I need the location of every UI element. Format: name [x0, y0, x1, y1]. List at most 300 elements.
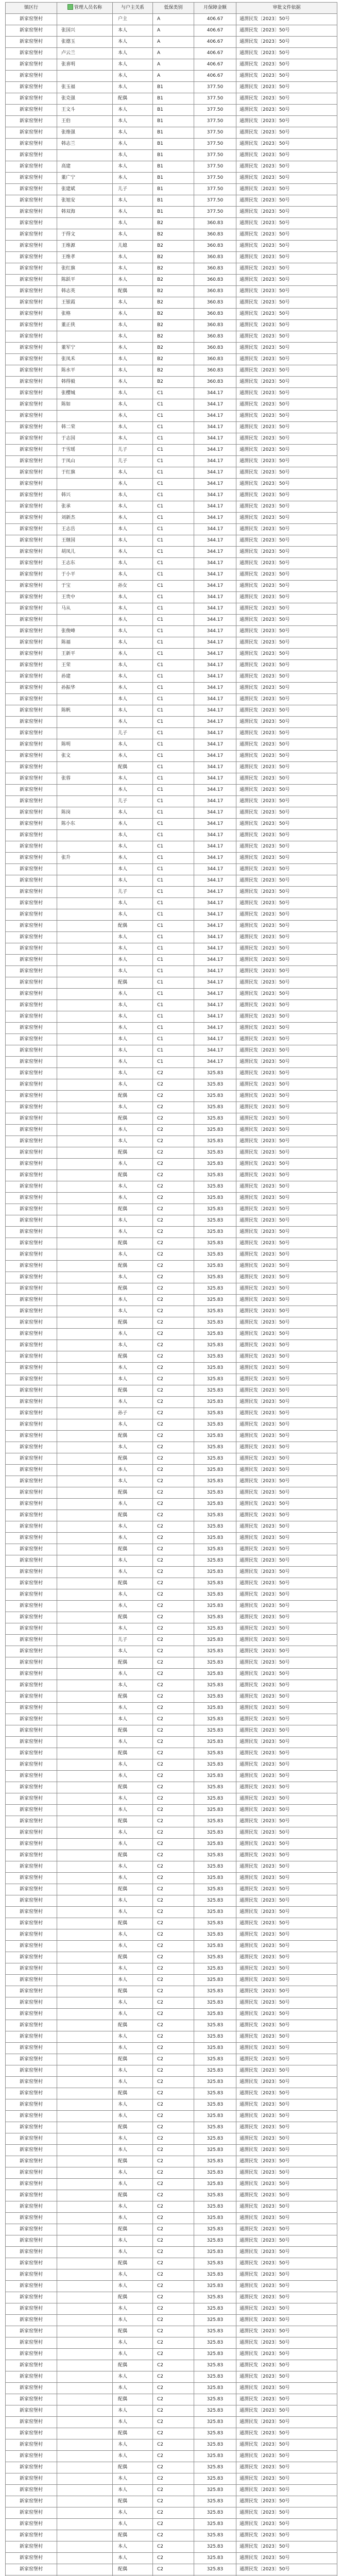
village-cell[interactable]: 新家窑堡村 — [6, 1533, 57, 1544]
table-row[interactable] — [6, 2303, 337, 2315]
table-row[interactable] — [6, 37, 337, 48]
village-cell[interactable]: 新家窑堡村 — [6, 377, 57, 388]
table-row[interactable] — [6, 1091, 337, 1102]
relation-cell[interactable]: 配偶 — [113, 1113, 153, 1125]
document-cell[interactable]: 通渭民发〔2023〕50号 — [236, 1057, 337, 1068]
category-cell[interactable]: A — [153, 71, 194, 82]
category-cell[interactable]: C1 — [153, 807, 194, 819]
category-cell[interactable]: C2 — [153, 1759, 194, 1771]
relation-cell[interactable]: 本人 — [113, 2439, 153, 2451]
relation-cell[interactable]: 本人 — [113, 1567, 153, 1578]
document-cell[interactable]: 通渭民发〔2023〕50号 — [236, 105, 337, 116]
amount-cell[interactable]: 325.83 — [194, 1091, 236, 1102]
name-cell[interactable] — [57, 2451, 113, 2462]
village-cell[interactable]: 新家窑堡村 — [6, 1918, 57, 1929]
name-cell[interactable] — [57, 1363, 113, 1374]
document-cell[interactable]: 通渭民发〔2023〕50号 — [236, 853, 337, 864]
name-cell[interactable] — [57, 1125, 113, 1136]
category-cell[interactable]: C2 — [153, 1544, 194, 1555]
table-row[interactable] — [6, 150, 337, 161]
category-cell[interactable]: C1 — [153, 581, 194, 592]
table-row[interactable] — [6, 1034, 337, 1045]
relation-cell[interactable]: 本人 — [113, 1703, 153, 1714]
table-row[interactable] — [6, 1329, 337, 1340]
name-cell[interactable] — [57, 2394, 113, 2405]
amount-cell[interactable]: 344.17 — [194, 1011, 236, 1023]
relation-cell[interactable]: 本人 — [113, 490, 153, 501]
document-cell[interactable]: 通渭民发〔2023〕50号 — [236, 93, 337, 105]
document-cell[interactable]: 通渭民发〔2023〕50号 — [236, 1363, 337, 1374]
category-cell[interactable]: C1 — [153, 490, 194, 501]
document-cell[interactable]: 通渭民发〔2023〕50号 — [236, 1453, 337, 1465]
category-cell[interactable]: C1 — [153, 1023, 194, 1034]
name-cell[interactable] — [57, 1567, 113, 1578]
relation-cell[interactable]: 本人 — [113, 354, 153, 365]
table-row[interactable] — [6, 116, 337, 127]
amount-cell[interactable]: 344.17 — [194, 864, 236, 875]
table-row[interactable] — [6, 297, 337, 309]
amount-cell[interactable]: 325.83 — [194, 2349, 236, 2360]
name-cell[interactable]: 于宝 — [57, 581, 113, 592]
category-cell[interactable]: C2 — [153, 1147, 194, 1159]
category-cell[interactable]: C2 — [153, 1102, 194, 1113]
amount-cell[interactable]: 325.83 — [194, 2292, 236, 2303]
name-cell[interactable] — [57, 1963, 113, 1975]
relation-cell[interactable]: 配偶 — [113, 1782, 153, 1793]
village-cell[interactable]: 新家窑堡村 — [6, 909, 57, 921]
name-cell[interactable] — [57, 2417, 113, 2428]
village-cell[interactable]: 新家窑堡村 — [6, 2111, 57, 2122]
document-cell[interactable]: 通渭民发〔2023〕50号 — [236, 184, 337, 195]
relation-cell[interactable]: 配偶 — [113, 1091, 153, 1102]
table-row[interactable] — [6, 1827, 337, 1839]
relation-cell[interactable]: 本人 — [113, 1397, 153, 1408]
amount-cell[interactable]: 325.83 — [194, 2054, 236, 2065]
document-cell[interactable]: 通渭民发〔2023〕50号 — [236, 1431, 337, 1442]
table-row[interactable] — [6, 2235, 337, 2247]
document-cell[interactable]: 通渭民发〔2023〕50号 — [236, 1147, 337, 1159]
village-cell[interactable]: 新家窑堡村 — [6, 1861, 57, 1873]
category-cell[interactable]: C2 — [153, 1227, 194, 1238]
amount-cell[interactable]: 325.83 — [194, 2247, 236, 2258]
name-cell[interactable] — [57, 1759, 113, 1771]
document-cell[interactable]: 通渭民发〔2023〕50号 — [236, 2451, 337, 2462]
village-cell[interactable]: 新家窑堡村 — [6, 467, 57, 479]
village-cell[interactable]: 新家窑堡村 — [6, 513, 57, 524]
category-cell[interactable]: C2 — [153, 1612, 194, 1623]
table-row[interactable] — [6, 1907, 337, 1918]
category-cell[interactable]: C2 — [153, 2530, 194, 2541]
amount-cell[interactable]: 325.83 — [194, 2303, 236, 2315]
name-cell[interactable] — [57, 2405, 113, 2417]
village-cell[interactable]: 新家窑堡村 — [6, 1941, 57, 1952]
category-cell[interactable]: B1 — [153, 127, 194, 139]
document-cell[interactable]: 通渭民发〔2023〕50号 — [236, 1646, 337, 1657]
table-row[interactable] — [6, 2156, 337, 2167]
document-cell[interactable]: 通渭民发〔2023〕50号 — [236, 2088, 337, 2099]
name-cell[interactable] — [57, 1374, 113, 1385]
village-cell[interactable]: 新家窑堡村 — [6, 241, 57, 252]
village-cell[interactable]: 新家窑堡村 — [6, 331, 57, 343]
name-cell[interactable] — [57, 71, 113, 82]
village-cell[interactable]: 新家窑堡村 — [6, 887, 57, 898]
document-cell[interactable]: 通渭民发〔2023〕50号 — [236, 501, 337, 513]
name-cell[interactable] — [57, 1816, 113, 1827]
table-row[interactable] — [6, 626, 337, 637]
amount-cell[interactable]: 344.17 — [194, 490, 236, 501]
category-cell[interactable]: C2 — [153, 2360, 194, 2371]
category-cell[interactable]: C1 — [153, 592, 194, 603]
table-row[interactable] — [6, 1306, 337, 1317]
village-cell[interactable]: 新家窑堡村 — [6, 694, 57, 705]
category-cell[interactable]: B2 — [153, 241, 194, 252]
village-cell[interactable]: 新家窑堡村 — [6, 1057, 57, 1068]
category-cell[interactable]: B1 — [153, 105, 194, 116]
relation-cell[interactable]: 配偶 — [113, 1238, 153, 1249]
village-cell[interactable]: 新家窑堡村 — [6, 853, 57, 864]
relation-cell[interactable]: 配偶 — [113, 1952, 153, 1963]
name-cell[interactable] — [57, 1317, 113, 1329]
relation-cell[interactable]: 本人 — [113, 320, 153, 331]
relation-cell[interactable]: 本人 — [113, 1363, 153, 1374]
name-cell[interactable] — [57, 1748, 113, 1759]
table-row[interactable] — [6, 161, 337, 173]
amount-cell[interactable]: 325.83 — [194, 1181, 236, 1193]
name-cell[interactable] — [57, 2247, 113, 2258]
village-cell[interactable]: 新家窑堡村 — [6, 1601, 57, 1612]
table-row[interactable] — [6, 1657, 337, 1669]
table-row[interactable] — [6, 660, 337, 671]
name-cell[interactable] — [57, 1680, 113, 1691]
village-cell[interactable]: 新家窑堡村 — [6, 479, 57, 490]
name-cell[interactable] — [57, 1623, 113, 1635]
document-cell[interactable]: 通渭民发〔2023〕50号 — [236, 1952, 337, 1963]
relation-cell[interactable]: 孙女 — [113, 581, 153, 592]
table-row[interactable] — [6, 2462, 337, 2473]
amount-cell[interactable]: 325.83 — [194, 1782, 236, 1793]
table-row[interactable] — [6, 1986, 337, 1997]
table-row[interactable] — [6, 1997, 337, 2009]
category-cell[interactable]: C2 — [153, 2462, 194, 2473]
name-cell[interactable]: 董军宁 — [57, 343, 113, 354]
village-cell[interactable]: 新家窑堡村 — [6, 456, 57, 467]
category-cell[interactable]: C2 — [153, 1317, 194, 1329]
amount-cell[interactable]: 325.83 — [194, 1669, 236, 1680]
table-row[interactable] — [6, 1725, 337, 1737]
document-cell[interactable]: 通渭民发〔2023〕50号 — [236, 773, 337, 785]
document-cell[interactable]: 通渭民发〔2023〕50号 — [236, 218, 337, 229]
category-cell[interactable]: B2 — [153, 320, 194, 331]
relation-cell[interactable]: 配偶 — [113, 2054, 153, 2065]
relation-cell[interactable]: 本人 — [113, 592, 153, 603]
village-cell[interactable]: 新家窑堡村 — [6, 2530, 57, 2541]
name-cell[interactable]: 韩二荣 — [57, 422, 113, 433]
amount-cell[interactable]: 325.83 — [194, 1839, 236, 1850]
category-cell[interactable]: C2 — [153, 1555, 194, 1567]
category-cell[interactable]: C2 — [153, 2496, 194, 2507]
name-cell[interactable] — [57, 1204, 113, 1215]
document-cell[interactable]: 通渭民发〔2023〕50号 — [236, 37, 337, 48]
category-cell[interactable]: C2 — [153, 1703, 194, 1714]
relation-cell[interactable]: 本人 — [113, 1476, 153, 1487]
relation-cell[interactable]: 本人 — [113, 1669, 153, 1680]
name-cell[interactable] — [57, 2235, 113, 2247]
relation-cell[interactable]: 本人 — [113, 1227, 153, 1238]
name-cell[interactable] — [57, 1091, 113, 1102]
category-cell[interactable]: C2 — [153, 2247, 194, 2258]
name-cell[interactable] — [57, 898, 113, 909]
village-cell[interactable]: 新家窑堡村 — [6, 785, 57, 796]
table-row[interactable] — [6, 1000, 337, 1011]
table-row[interactable] — [6, 1578, 337, 1589]
name-cell[interactable] — [57, 1057, 113, 1068]
amount-cell[interactable]: 325.83 — [194, 2111, 236, 2122]
name-cell[interactable] — [57, 2088, 113, 2099]
name-cell[interactable] — [57, 1907, 113, 1918]
relation-cell[interactable]: 本人 — [113, 807, 153, 819]
table-row[interactable] — [6, 2553, 337, 2564]
village-cell[interactable]: 新家窑堡村 — [6, 2564, 57, 2575]
table-row[interactable] — [6, 252, 337, 263]
document-cell[interactable]: 通渭民发〔2023〕50号 — [236, 1567, 337, 1578]
table-row[interactable] — [6, 2077, 337, 2088]
name-cell[interactable] — [57, 2337, 113, 2349]
category-cell[interactable]: C2 — [153, 1465, 194, 1476]
relation-cell[interactable]: 本人 — [113, 1340, 153, 1351]
relation-cell[interactable]: 儿子 — [113, 445, 153, 456]
village-cell[interactable]: 新家窑堡村 — [6, 150, 57, 161]
relation-cell[interactable]: 本人 — [113, 173, 153, 184]
village-cell[interactable]: 新家窑堡村 — [6, 1465, 57, 1476]
table-row[interactable] — [6, 1204, 337, 1215]
amount-cell[interactable]: 325.83 — [194, 1873, 236, 1884]
name-cell[interactable] — [57, 2519, 113, 2530]
table-row[interactable] — [6, 139, 337, 150]
village-cell[interactable]: 新家窑堡村 — [6, 1669, 57, 1680]
category-cell[interactable]: C2 — [153, 1691, 194, 1703]
category-cell[interactable]: C2 — [153, 1272, 194, 1283]
village-cell[interactable]: 新家窑堡村 — [6, 354, 57, 365]
amount-cell[interactable]: 344.17 — [194, 445, 236, 456]
category-cell[interactable]: B2 — [153, 365, 194, 377]
village-cell[interactable]: 新家窑堡村 — [6, 1567, 57, 1578]
category-cell[interactable]: B2 — [153, 286, 194, 297]
table-row[interactable] — [6, 2541, 337, 2553]
relation-cell[interactable]: 儿媳 — [113, 241, 153, 252]
relation-cell[interactable]: 本人 — [113, 1419, 153, 1431]
document-cell[interactable]: 通渭民发〔2023〕50号 — [236, 558, 337, 569]
relation-cell[interactable]: 本人 — [113, 388, 153, 399]
relation-cell[interactable]: 配偶 — [113, 2394, 153, 2405]
table-row[interactable] — [6, 2201, 337, 2213]
table-row[interactable] — [6, 569, 337, 581]
village-cell[interactable]: 新家窑堡村 — [6, 773, 57, 785]
relation-cell[interactable]: 配偶 — [113, 2292, 153, 2303]
document-cell[interactable]: 通渭民发〔2023〕50号 — [236, 1510, 337, 1521]
document-cell[interactable]: 通渭民发〔2023〕50号 — [236, 479, 337, 490]
category-cell[interactable]: C2 — [153, 1601, 194, 1612]
name-cell[interactable] — [57, 2145, 113, 2156]
table-row[interactable] — [6, 2247, 337, 2258]
table-row[interactable] — [6, 1759, 337, 1771]
amount-cell[interactable]: 325.83 — [194, 2383, 236, 2394]
table-row[interactable] — [6, 921, 337, 932]
document-cell[interactable]: 通渭民发〔2023〕50号 — [236, 229, 337, 241]
table-row[interactable] — [6, 48, 337, 59]
amount-cell[interactable]: 325.83 — [194, 2507, 236, 2519]
category-cell[interactable]: B2 — [153, 275, 194, 286]
relation-cell[interactable]: 本人 — [113, 161, 153, 173]
name-cell[interactable]: 张承 — [57, 501, 113, 513]
relation-cell[interactable]: 配偶 — [113, 1510, 153, 1521]
village-cell[interactable]: 新家窑堡村 — [6, 2349, 57, 2360]
village-cell[interactable]: 新家窑堡村 — [6, 2507, 57, 2519]
relation-cell[interactable]: 本人 — [113, 909, 153, 921]
document-cell[interactable]: 通渭民发〔2023〕50号 — [236, 1861, 337, 1873]
document-cell[interactable]: 通渭民发〔2023〕50号 — [236, 14, 337, 25]
village-cell[interactable]: 新家窑堡村 — [6, 1000, 57, 1011]
village-cell[interactable]: 新家窑堡村 — [6, 2462, 57, 2473]
category-cell[interactable]: C2 — [153, 1215, 194, 1227]
amount-cell[interactable]: 325.83 — [194, 1748, 236, 1759]
relation-cell[interactable]: 儿子 — [113, 184, 153, 195]
amount-cell[interactable]: 325.83 — [194, 1510, 236, 1521]
document-cell[interactable]: 通渭民发〔2023〕50号 — [236, 2224, 337, 2235]
relation-cell[interactable]: 本人 — [113, 694, 153, 705]
name-cell[interactable] — [57, 2201, 113, 2213]
name-cell[interactable] — [57, 2224, 113, 2235]
category-cell[interactable]: C1 — [153, 649, 194, 660]
document-cell[interactable]: 通渭民发〔2023〕50号 — [236, 207, 337, 218]
table-row[interactable] — [6, 1521, 337, 1533]
amount-cell[interactable]: 344.17 — [194, 501, 236, 513]
category-cell[interactable]: C1 — [153, 751, 194, 762]
category-cell[interactable]: B1 — [153, 207, 194, 218]
name-cell[interactable] — [57, 2179, 113, 2190]
village-cell[interactable]: 新家窑堡村 — [6, 93, 57, 105]
table-row[interactable] — [6, 1839, 337, 1850]
category-cell[interactable]: C2 — [153, 1091, 194, 1102]
category-cell[interactable]: C2 — [153, 1737, 194, 1748]
category-cell[interactable]: A — [153, 37, 194, 48]
document-cell[interactable]: 通渭民发〔2023〕50号 — [236, 320, 337, 331]
name-cell[interactable]: 刘新杰 — [57, 513, 113, 524]
amount-cell[interactable]: 325.83 — [194, 1952, 236, 1963]
amount-cell[interactable]: 325.83 — [194, 2201, 236, 2213]
name-cell[interactable] — [57, 2349, 113, 2360]
document-cell[interactable]: 通渭民发〔2023〕50号 — [236, 898, 337, 909]
village-cell[interactable]: 新家窑堡村 — [6, 558, 57, 569]
table-row[interactable] — [6, 263, 337, 275]
amount-cell[interactable]: 325.83 — [194, 2179, 236, 2190]
document-cell[interactable]: 通渭民发〔2023〕50号 — [236, 1408, 337, 1419]
amount-cell[interactable]: 325.83 — [194, 1374, 236, 1385]
amount-cell[interactable]: 325.83 — [194, 1136, 236, 1147]
amount-cell[interactable]: 344.17 — [194, 819, 236, 830]
table-row[interactable] — [6, 615, 337, 626]
relation-cell[interactable]: 本人 — [113, 127, 153, 139]
category-cell[interactable]: C2 — [153, 1918, 194, 1929]
name-cell[interactable] — [57, 1329, 113, 1340]
name-cell[interactable]: 张蓉 — [57, 773, 113, 785]
amount-cell[interactable]: 344.17 — [194, 796, 236, 807]
document-cell[interactable]: 通渭民发〔2023〕50号 — [236, 1351, 337, 1363]
relation-cell[interactable]: 本人 — [113, 1601, 153, 1612]
amount-cell[interactable]: 325.83 — [194, 1068, 236, 1079]
amount-cell[interactable]: 325.83 — [194, 1737, 236, 1748]
document-cell[interactable]: 通渭民发〔2023〕50号 — [236, 456, 337, 467]
document-cell[interactable]: 通渭民发〔2023〕50号 — [236, 2473, 337, 2485]
amount-cell[interactable]: 344.17 — [194, 1000, 236, 1011]
category-cell[interactable]: C2 — [153, 1159, 194, 1170]
category-cell[interactable]: C2 — [153, 2485, 194, 2496]
relation-cell[interactable]: 本人 — [113, 479, 153, 490]
village-cell[interactable]: 新家窑堡村 — [6, 819, 57, 830]
village-cell[interactable]: 新家窑堡村 — [6, 139, 57, 150]
relation-cell[interactable]: 配偶 — [113, 1578, 153, 1589]
amount-cell[interactable]: 344.17 — [194, 399, 236, 411]
document-cell[interactable]: 通渭民发〔2023〕50号 — [236, 71, 337, 82]
table-row[interactable] — [6, 479, 337, 490]
table-row[interactable] — [6, 728, 337, 739]
name-cell[interactable] — [57, 2065, 113, 2077]
table-row[interactable] — [6, 1011, 337, 1023]
relation-cell[interactable]: 本人 — [113, 331, 153, 343]
amount-cell[interactable]: 360.83 — [194, 275, 236, 286]
relation-cell[interactable]: 本人 — [113, 105, 153, 116]
amount-cell[interactable]: 344.17 — [194, 955, 236, 966]
village-cell[interactable]: 新家窑堡村 — [6, 807, 57, 819]
category-cell[interactable]: B2 — [153, 297, 194, 309]
relation-cell[interactable]: 配偶 — [113, 1850, 153, 1861]
category-cell[interactable]: A — [153, 59, 194, 71]
village-cell[interactable]: 新家窑堡村 — [6, 1816, 57, 1827]
table-row[interactable] — [6, 1669, 337, 1680]
category-cell[interactable]: C2 — [153, 1861, 194, 1873]
village-cell[interactable]: 新家窑堡村 — [6, 1238, 57, 1249]
category-cell[interactable]: C2 — [153, 1204, 194, 1215]
name-cell[interactable] — [57, 796, 113, 807]
relation-cell[interactable]: 本人 — [113, 1737, 153, 1748]
table-row[interactable] — [6, 762, 337, 773]
relation-cell[interactable]: 本人 — [113, 898, 153, 909]
amount-cell[interactable]: 360.83 — [194, 377, 236, 388]
document-cell[interactable]: 通渭民发〔2023〕50号 — [236, 1623, 337, 1635]
table-row[interactable] — [6, 1170, 337, 1181]
document-cell[interactable]: 通渭民发〔2023〕50号 — [236, 671, 337, 683]
table-row[interactable] — [6, 1181, 337, 1193]
amount-cell[interactable]: 344.17 — [194, 1034, 236, 1045]
amount-cell[interactable]: 325.83 — [194, 1476, 236, 1487]
table-row[interactable] — [6, 1317, 337, 1329]
document-cell[interactable]: 通渭民发〔2023〕50号 — [236, 728, 337, 739]
category-cell[interactable]: C1 — [153, 785, 194, 796]
category-cell[interactable]: C2 — [153, 2111, 194, 2122]
document-cell[interactable]: 通渭民发〔2023〕50号 — [236, 1113, 337, 1125]
category-cell[interactable]: C1 — [153, 977, 194, 989]
category-cell[interactable]: C2 — [153, 2281, 194, 2292]
village-cell[interactable]: 新家窑堡村 — [6, 1079, 57, 1091]
category-cell[interactable]: C1 — [153, 671, 194, 683]
relation-cell[interactable]: 本人 — [113, 2213, 153, 2224]
document-cell[interactable]: 通渭民发〔2023〕50号 — [236, 592, 337, 603]
relation-cell[interactable]: 本人 — [113, 1034, 153, 1045]
village-cell[interactable]: 新家窑堡村 — [6, 320, 57, 331]
name-cell[interactable]: 王新平 — [57, 649, 113, 660]
table-row[interactable] — [6, 2190, 337, 2201]
document-cell[interactable]: 通渭民发〔2023〕50号 — [236, 955, 337, 966]
village-cell[interactable]: 新家窑堡村 — [6, 2201, 57, 2213]
